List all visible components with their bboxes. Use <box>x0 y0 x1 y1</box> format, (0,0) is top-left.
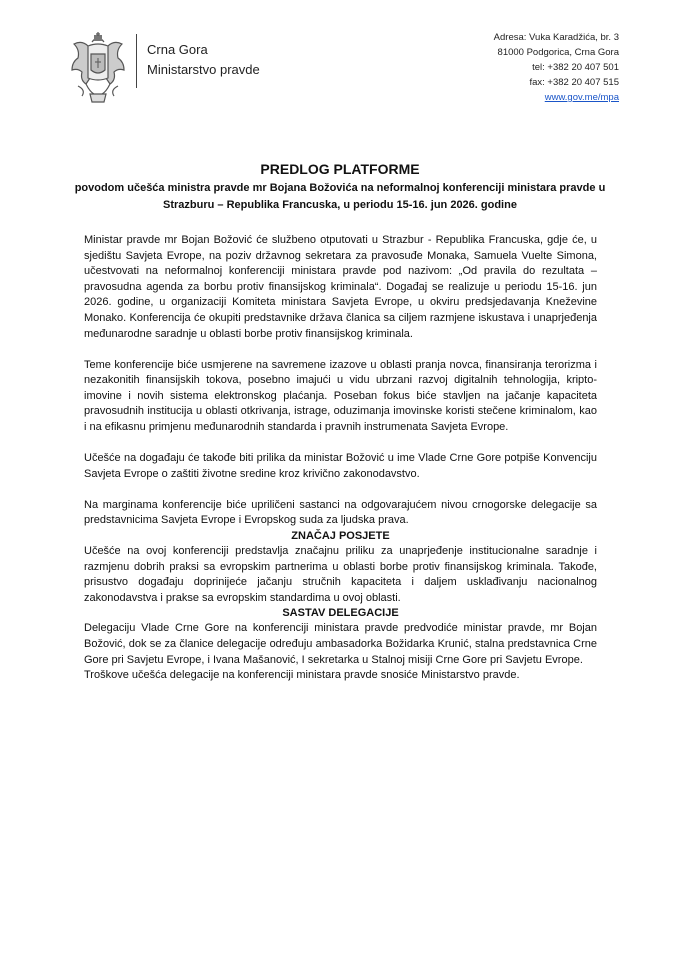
city-line: 81000 Podgorica, Crna Gora <box>497 47 619 58</box>
paragraph: Delegaciju Vlade Crne Gore na konferenciji ministara pravde predvodiće ministar pravde, mr Bojan Božović, dok se za članice delegacije određuju ambasadorka Božidarka Krunić, stalna predstavnica Crne Gore pri Savjetu Evrope, i Ivana Mašanović, I sekretarka u Stalnoj misiji Crne Gore pri Savjetu Evrope. <box>84 622 597 666</box>
paragraph: Učešće na događaju će takođe biti prilika da ministar Božović u ime Vlade Crne Gore potpiše Konvenciju Savjeta Evrope o zaštiti životne sredine kroz krivično zakonodavstvo. <box>84 452 597 480</box>
paragraph: Učešće na ovoj konferenciji predstavlja značajnu priliku za unaprjeđenje institucionalne saradnje i razmjenu dobrih praksi sa evropskim partnerima u oblasti borbe protiv finansijskog kriminala. Takođe, prisustvo događaju doprinijeće jačanju stručnih kapaciteta i daljem usklađivanju nacionalnog zakonodavstva i prakse sa evropskim standardima u ovoj oblasti. <box>84 545 597 604</box>
section-heading-delegation: SASTAV DELEGACIJE <box>282 607 399 620</box>
organization-name <box>147 40 260 80</box>
paragraph: Ministar pravde mr Bojan Božović će službeno otputovati u Strazbur - Republika Francuska, gdje će, u sjedištu Savjeta Evrope, na poziv državnog sekretara za pravosuđe Monaka, Samuela Vuelte Simona, učestvovati na neformalnoj konferenciji ministara pravde pod nazivom: „Od pravila do rezultata – pravosudna agenda za borbu protiv finansijskog kriminala“. Događaj se realizuje u periodu 15-16. jun 2026. godine, u organizaciji Komiteta ministara Savjeta Evrope, u okviru predsjedavanja Kneževine Monako. Konferencija će okupiti predstavnike država članica sa ciljem razmjene iskustava i unaprjeđenja međunarodne saradnje u oblasti borbe protiv finansijskog kriminala. <box>84 234 597 340</box>
address-line: Adresa: Vuka Karadžića, br. 3 <box>493 32 619 43</box>
country-name: Crna Gora <box>147 42 208 57</box>
document-title: PREDLOG PLATFORME <box>260 161 420 177</box>
coat-of-arms-icon <box>66 32 130 106</box>
document-subtitle: povodom učešća ministra pravde mr Bojana Božovića na neformalnoj konferenciji ministara pravde u Strazburu – Republika Francuska, u periodu 15-16. jun 2026. godine <box>74 182 606 211</box>
section-heading-significance: ZNAČAJ POSJETE <box>291 530 390 542</box>
paragraph: Na marginama konferencije biće upriličeni sastanci na odgovarajućem nivou crnogorske delegacije sa predstavnicima Savjeta Evrope i Evropskog suda za ljudska prava. <box>84 498 597 527</box>
ministry-name: Ministarstvo pravde <box>147 62 260 77</box>
website-link[interactable]: www.gov.me/mpa <box>544 92 619 103</box>
title-block <box>70 160 610 214</box>
phone-line: tel: +382 20 407 501 <box>532 62 619 73</box>
divider <box>136 34 137 88</box>
contact-block <box>494 30 619 105</box>
paragraph: Teme konferencije biće usmjerene na savremene izazove u oblasti pranja novca, finansiranja terorizma i nezakonitih finansijskih tokova, posebno imajući u vidu ubrzani razvoj digitalnih tehnologija, kripto-imovine i novih sistema elektronskog plaćanja. Poseban fokus biće stavljen na jačanje kapaciteta pravosudnih institucija u oblasti otkrivanja, istrage, oduzimanja imovinske koristi stečene kriminalom, kao i na efikasnu primjenu međunarodnih standarda i pravnih instrumenata Savjeta Evrope. <box>84 358 597 434</box>
paragraph: Troškove učešća delegacije na konferenciji ministara pravde snosiće Ministarstvo pravde. <box>84 669 520 682</box>
letterhead <box>0 0 679 110</box>
document-body <box>84 233 597 684</box>
fax-line: fax: +382 20 407 515 <box>529 77 619 88</box>
